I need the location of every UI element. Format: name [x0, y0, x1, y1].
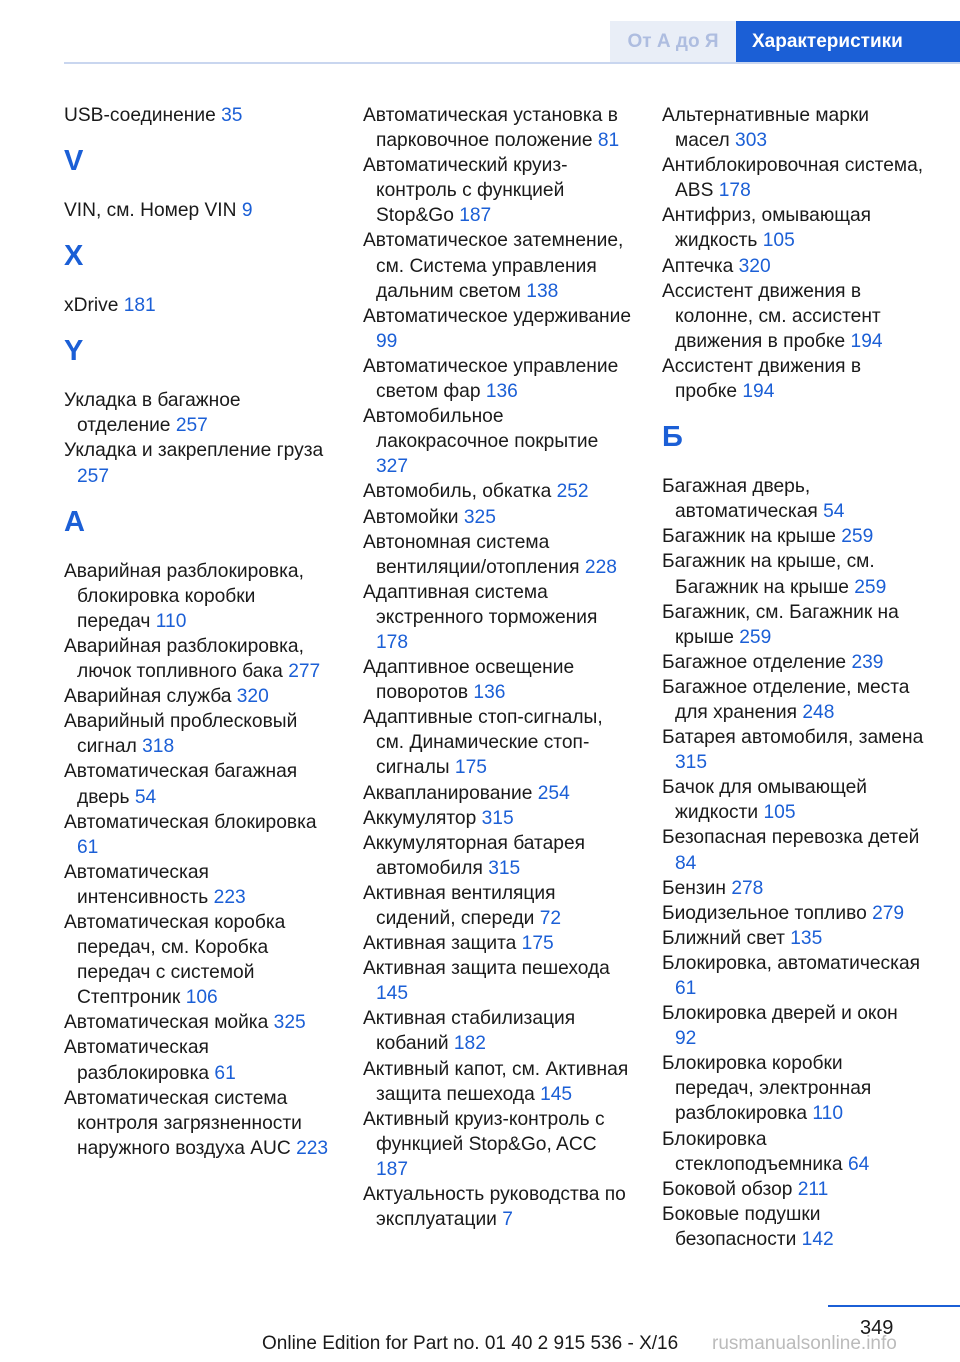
index-entry [662, 675, 924, 725]
index-entry [662, 549, 924, 599]
page-reference-link[interactable]: 84 [675, 852, 697, 874]
page-reference-link[interactable]: 320 [236, 686, 269, 708]
index-entry [363, 655, 633, 705]
page-reference-link[interactable]: 92 [675, 1028, 697, 1050]
index-entry [64, 1086, 334, 1161]
index-letter-heading: V [64, 145, 84, 178]
page-reference-link[interactable]: 303 [735, 130, 768, 152]
index-entry [64, 103, 334, 128]
index-entry-term: Бачок для омывающей жидкости [662, 777, 868, 824]
index-entry-term: Блокировка коробки передач, электронная разблокировка [662, 1053, 872, 1125]
page-reference-link[interactable]: 54 [134, 786, 157, 808]
index-entry [64, 1010, 334, 1035]
page-reference-link[interactable]: 145 [540, 1083, 573, 1105]
page-reference-link[interactable]: 61 [214, 1062, 236, 1084]
index-entry [662, 650, 924, 675]
index-entry [662, 775, 924, 825]
index-entry [64, 910, 334, 1010]
index-entry-term: Аккумулятор [363, 807, 477, 829]
index-entry [363, 103, 633, 153]
index-entry-term: Блокировка, автоматическая [662, 952, 921, 974]
index-entry [363, 1006, 633, 1056]
page-reference-link[interactable]: 145 [376, 983, 409, 1005]
index-entry [662, 1051, 924, 1126]
index-entry-term: Автомобильное лакокрасочное покрытие [363, 406, 599, 453]
page-reference-link[interactable]: 259 [739, 626, 772, 648]
index-entry-term: Активный круиз-контроль с функцией Stop&Go, ACC [363, 1108, 605, 1155]
index-column-3 [662, 103, 924, 1252]
index-entry-term: Актуальность руководства по эксплуатации [363, 1184, 626, 1231]
page-reference-link[interactable]: 178 [376, 631, 409, 653]
index-column-2 [363, 103, 633, 1232]
page-reference-link[interactable]: 9 [241, 200, 253, 222]
page-reference-link[interactable]: 315 [488, 857, 521, 879]
index-entry [662, 354, 924, 404]
index-entry-term: Аптечка [662, 255, 734, 277]
index-entry-term: xDrive [64, 295, 119, 317]
index-entry-term: Ближний свет [662, 927, 785, 949]
page-reference-link[interactable]: 110 [812, 1103, 843, 1125]
page-reference-link[interactable]: 279 [872, 902, 905, 924]
page-reference-link[interactable]: 187 [376, 1158, 409, 1180]
index-entry-term: Аварийная разблокировка, блокировка коробки передач [64, 560, 304, 632]
page-reference-link[interactable]: 194 [850, 330, 883, 352]
page-reference-link[interactable]: 327 [376, 456, 409, 478]
index-entry [64, 684, 334, 709]
index-entry-term: Альтернативные марки масел [662, 105, 869, 152]
page-reference-link[interactable]: 277 [288, 661, 321, 683]
header-divider [64, 62, 960, 64]
page-reference-link[interactable]: 135 [790, 927, 823, 949]
index-entry-term: Автоматическая система контроля загрязненности наружного воздуха AUC [64, 1087, 302, 1159]
page-reference-link[interactable]: 54 [823, 501, 845, 523]
index-entry-term: Автоматическая коробка передач, см. Коробка передач с системой Стептроник [64, 911, 286, 1009]
index-entry [363, 881, 633, 931]
index-entry [662, 524, 924, 549]
edition-note: Online Edition for Part no. 01 40 2 915 536 - X/16 [262, 1333, 679, 1354]
index-entry-term: Бензин [662, 877, 726, 899]
index-entry [64, 634, 334, 684]
index-entry-term: Блокировка стеклоподъемника [662, 1128, 843, 1175]
index-entry-term: Автоматическая установка в парковочное положение [363, 105, 618, 152]
index-entry [662, 600, 924, 650]
page-reference-link[interactable]: 64 [847, 1153, 870, 1175]
index-entry-term: Автономная система вентиляции/отопления [363, 531, 580, 578]
index-entry [363, 304, 633, 354]
index-entry [662, 1177, 924, 1202]
index-entry-term: Ассистент движения в колонне, см. ассистент движения в пробке [662, 280, 881, 352]
index-letter-heading: X [64, 240, 84, 273]
page-reference-link[interactable]: 61 [77, 836, 99, 858]
index-entry [363, 806, 633, 831]
page-reference-link[interactable]: 228 [584, 556, 617, 578]
index-entry-term: Активная вентиляция сидений, спереди [363, 882, 556, 929]
index-entry [64, 709, 334, 759]
page-reference-link[interactable]: 136 [485, 381, 518, 403]
page-reference-link[interactable]: 35 [221, 105, 243, 126]
index-entry [662, 951, 924, 1001]
page-reference-link[interactable]: 142 [801, 1228, 834, 1250]
page-reference-link[interactable]: 105 [763, 802, 796, 824]
page-reference-link[interactable]: 259 [841, 526, 874, 548]
index-entry [363, 228, 633, 303]
index-entry-term: Боковые подушки безопасности [662, 1203, 821, 1250]
index-entry-term: Боковой обзор [662, 1178, 793, 1200]
page-reference-link[interactable]: 136 [473, 682, 506, 704]
index-entry-term: Активная защита пешехода [363, 958, 610, 980]
page-reference-link[interactable]: 99 [376, 330, 398, 352]
page-reference-link[interactable]: 239 [851, 651, 884, 673]
index-entry-term: Автоматическое управление светом фар [363, 355, 619, 403]
footer-divider [828, 1305, 960, 1307]
index-entry [662, 901, 924, 926]
index-entry [64, 388, 334, 438]
index-entry-term: Биодизельное топливо [662, 902, 867, 924]
page-reference-link[interactable]: 7 [502, 1209, 513, 1231]
section-tab-a-to-z[interactable]: От А до Я [610, 21, 736, 63]
page-reference-link[interactable]: 81 [597, 130, 620, 152]
index-entry [363, 505, 633, 530]
index-entry [662, 825, 924, 875]
page-reference-link[interactable]: 72 [539, 908, 562, 929]
index-entry [64, 860, 334, 910]
index-entry-term: Автоматический круиз-контроль с функцией Stop&Go [363, 155, 568, 227]
page-reference-link[interactable]: 178 [718, 180, 751, 202]
index-entry [662, 203, 924, 253]
page-reference-link[interactable]: 223 [296, 1137, 329, 1159]
index-entry-term: Багажник на крыше [662, 526, 836, 548]
page-reference-link[interactable]: 138 [526, 280, 559, 302]
index-entry [662, 1202, 924, 1252]
index-entry [363, 705, 633, 780]
index-entry [662, 279, 924, 354]
index-entry-term: VIN, см. Номер VIN [64, 200, 237, 222]
index-letter-heading: Б [662, 421, 683, 454]
page-reference-link[interactable]: 259 [854, 576, 887, 598]
page-reference-link[interactable]: 320 [738, 255, 771, 277]
page-reference-link[interactable]: 223 [213, 886, 246, 908]
index-entry [363, 354, 633, 404]
index-entry-term: Активная стабилизация кобаний [363, 1008, 576, 1055]
page-reference-link[interactable]: 315 [675, 752, 708, 774]
index-entry-term: Автоматическое удерживание [363, 305, 631, 327]
index-entry [363, 1182, 633, 1232]
page-reference-link[interactable]: 248 [802, 701, 835, 723]
index-entry-term: Активный капот, см. Активная защита пешехода [363, 1058, 629, 1105]
index-entry-term: Батарея автомобиля, замена [662, 727, 924, 749]
index-entry-term: Аккумуляторная батарея автомобиля [363, 832, 586, 879]
page-reference-link[interactable]: 325 [463, 506, 496, 528]
index-entry [363, 1107, 633, 1182]
index-entry [662, 725, 924, 775]
index-entry-term: Антиблокировочная система, ABS [662, 155, 924, 202]
index-entry [64, 293, 334, 318]
index-entry-term: Блокировка дверей и окон [662, 1003, 898, 1025]
index-entry [662, 474, 924, 524]
index-entry-term: Аквапланирование [363, 782, 533, 804]
page-reference-link[interactable]: 61 [675, 978, 697, 999]
index-entry [662, 926, 924, 951]
index-entry [662, 254, 924, 279]
page-reference-link[interactable]: 175 [454, 757, 487, 779]
index-entry [363, 931, 633, 956]
page-reference-link[interactable]: 257 [175, 415, 208, 437]
index-entry [64, 559, 334, 634]
page-reference-link[interactable]: 110 [155, 610, 187, 632]
index-entry-term: Автоматическая мойка [64, 1012, 269, 1034]
page-reference-link[interactable]: 175 [521, 933, 554, 955]
watermark: rusmanualsonline.info [712, 1333, 897, 1354]
page-reference-link[interactable]: 315 [481, 807, 514, 829]
index-entry-term: Ассистент движения в пробке [662, 355, 862, 403]
index-entry-term: Автомойки [363, 506, 459, 528]
index-entry [662, 103, 924, 153]
index-column-1 [64, 103, 334, 1161]
index-entry [363, 153, 633, 228]
page-reference-link[interactable]: 106 [185, 987, 218, 1009]
index-entry-term: Активная защита [363, 933, 517, 955]
index-entry [363, 956, 633, 1006]
index-entry-term: Адаптивное освещение поворотов [363, 657, 575, 704]
index-entry-term: Укладка и закрепление груза [64, 440, 324, 462]
index-entry [64, 198, 334, 223]
page-reference-link[interactable]: 181 [123, 295, 156, 317]
index-entry [363, 530, 633, 580]
index-entry [363, 479, 633, 504]
page-reference-link[interactable]: 257 [77, 465, 110, 487]
page-number: 349 [860, 1317, 894, 1339]
page-reference-link[interactable]: 252 [556, 481, 589, 503]
index-entry-term: Багажная дверь, автоматическая [662, 476, 818, 523]
index-entry-term: Адаптивные стоп-сигналы, см. Динамические стоп-сигналы [363, 707, 603, 779]
index-entry [662, 1001, 924, 1051]
index-entry [363, 580, 633, 655]
index-entry-term: Аварийная служба [64, 686, 232, 708]
index-entry [363, 831, 633, 881]
index-entry [662, 876, 924, 901]
index-entry [363, 1057, 633, 1107]
index-entry-term: Багажник на крыше, см. Багажник на крыше [662, 551, 875, 598]
index-entry-term: Автомобиль, обкатка [363, 481, 552, 503]
index-entry [662, 153, 924, 203]
index-entry-term: Аварийная разблокировка, лючок топливного бака [64, 635, 304, 683]
index-entry [363, 781, 633, 806]
index-entry-term: Автоматическая багажная дверь [64, 761, 298, 808]
page-reference-link[interactable]: 325 [273, 1012, 306, 1034]
page-reference-link[interactable]: 187 [459, 205, 492, 227]
page-reference-link[interactable]: 211 [797, 1178, 829, 1200]
index-entry [662, 1127, 924, 1177]
index-entry-term: Безопасная перевозка детей [662, 827, 920, 849]
page-header [0, 21, 960, 63]
index-entry [64, 759, 334, 809]
index-entry [363, 404, 633, 479]
index-entry [64, 1035, 334, 1085]
index-entry-term: USB-соединение [64, 105, 216, 126]
index-entry-term: Антифриз, омывающая жидкость [662, 205, 872, 252]
index-entry-term: Адаптивная система экстренного торможения [363, 581, 598, 628]
index-entry [64, 438, 334, 488]
index-entry-term: Аварийный проблесковый сигнал [64, 711, 298, 758]
page-reference-link[interactable]: 278 [731, 877, 764, 899]
section-tab-specifications[interactable]: Характеристики [736, 21, 960, 63]
index-entry-term: Автоматическая блокировка [64, 811, 317, 833]
index-entry-term: Багажное отделение [662, 651, 847, 673]
index-entry-term: Автоматическое затемнение, см. Система управления дальним светом [363, 230, 624, 302]
page-reference-link[interactable]: 254 [537, 782, 570, 804]
page-reference-link[interactable]: 318 [142, 736, 175, 758]
index-letter-heading: А [64, 505, 85, 538]
index-entry-term: Автоматическая интенсивность [64, 861, 209, 908]
index-entry-term: Автоматическая разблокировка [64, 1037, 210, 1084]
index-entry-term: Укладка в багажное отделение [64, 390, 241, 437]
index-entry-term: Багажник, см. Багажник на крыше [662, 601, 899, 648]
page-reference-link[interactable]: 182 [453, 1033, 486, 1055]
index-entry [64, 810, 334, 860]
page-reference-link[interactable]: 194 [742, 381, 775, 403]
index-letter-heading: Y [64, 335, 84, 368]
page-reference-link[interactable]: 105 [762, 230, 795, 252]
index-entry-term: Багажное отделение, места для хранения [662, 676, 910, 723]
